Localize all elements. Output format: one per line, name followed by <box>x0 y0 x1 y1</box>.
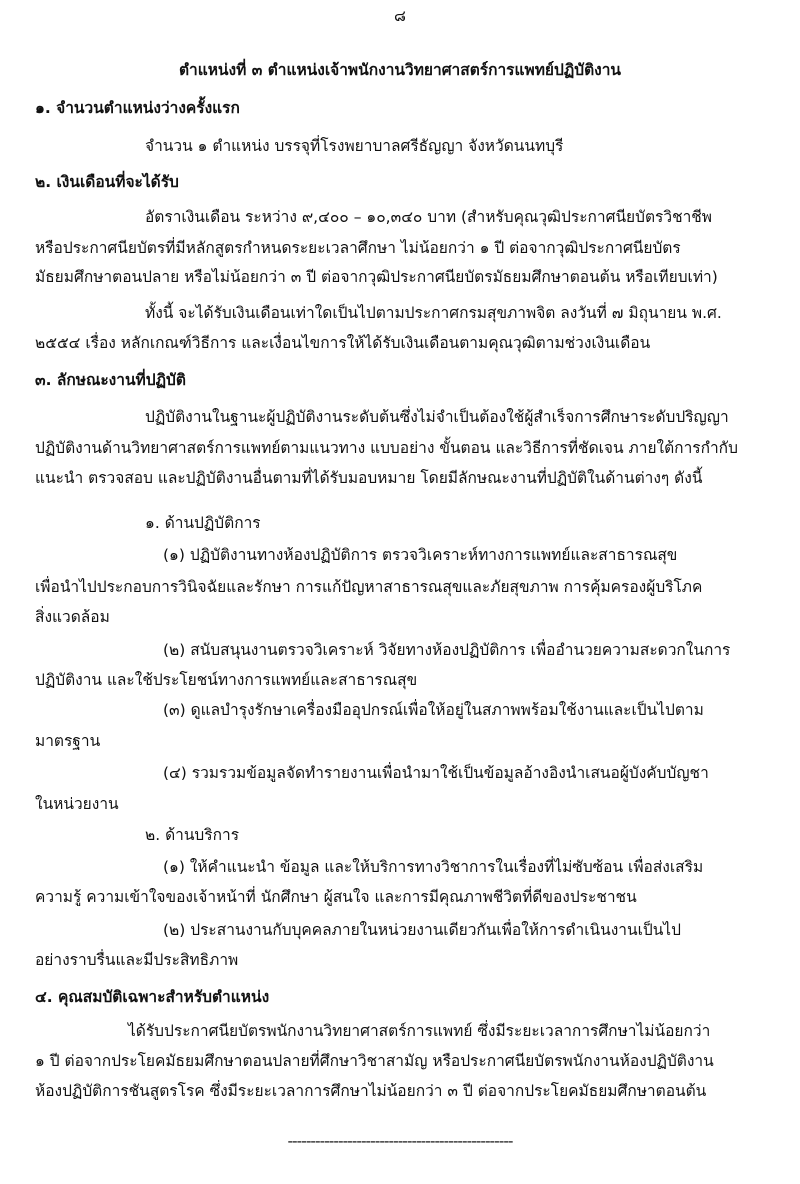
section-3-line-1: ปฏิบัติงานในฐานะผู้ปฏิบัติงานระดับต้นซึ่งไม่จำเป็นต้องใช้ผู้สำเร็จการศึกษาระดับปริญญา <box>145 408 729 426</box>
section-4-heading: ๔. คุณสมบัติเฉพาะสำหรับตำแหน่ง <box>35 988 270 1006</box>
operations-item-3-line-2: มาตรฐาน <box>35 732 101 750</box>
subsection-services-heading: ๒. ด้านบริการ <box>145 826 240 844</box>
services-item-1-line-2: ความรู้ ความเข้าใจของเจ้าหน้าที่ นักศึกษา ผู้สนใจ และการมีคุณภาพชีวิตที่ดีของประชาชน <box>35 888 637 906</box>
section-2-line-5: ๒๕๕๔ เรื่อง หลักเกณฑ์วิธีการ และเงื่อนไขการให้ได้รับเงินเดือนตามคุณวุฒิตามช่วงเงินเดือน <box>35 334 651 352</box>
footer-divider: ------------------------------------------------- <box>287 1132 513 1150</box>
services-item-2-line-2: อย่างราบรื่นและมีประสิทธิภาพ <box>35 951 239 969</box>
operations-item-3-line-1: (๓) ดูแลบำรุงรักษาเครื่องมืออุปกรณ์เพื่อให้อยู่ในสภาพพร้อมใช้งานและเป็นไปตาม <box>163 701 704 719</box>
section-2-line-4: ทั้งนี้ จะได้รับเงินเดือนเท่าใดเป็นไปตามประกาศกรมสุขภาพจิต ลงวันที่ ๗ มิถุนายน พ.ศ. <box>145 304 722 322</box>
section-2-line-1: อัตราเงินเดือน ระหว่าง ๙,๔๐๐ – ๑๐,๓๔๐ บาท (สำหรับคุณวุฒิประกาศนียบัตรวิชาชีพ <box>145 208 713 226</box>
section-4-line-2: ๑ ปี ต่อจากประโยคมัธยมศึกษาตอนปลายที่ศึกษาวิชาสามัญ หรือประกาศนียบัตรพนักงานห้องปฏิบัติงาน <box>35 1052 714 1070</box>
operations-item-2-line-2: ปฏิบัติงาน และใช้ประโยชน์ทางการแพทย์และสาธารณสุข <box>35 671 418 689</box>
operations-item-1-line-3: สิ่งแวดล้อม <box>35 608 110 626</box>
page-number: ๘ <box>394 7 406 25</box>
section-2-heading: ๒. เงินเดือนที่จะได้รับ <box>35 173 179 191</box>
section-4-line-1: ได้รับประกาศนียบัตรพนักงานวิทยาศาสตร์การแพทย์ ซึ่งมีระยะเวลาการศึกษาไม่น้อยกว่า <box>128 1022 711 1040</box>
section-2-line-2: หรือประกาศนียบัตรที่มีหลักสูตรกำหนดระยะเวลาศึกษา ไม่น้อยกว่า ๑ ปี ต่อจากวุฒิประกาศนียบัตร <box>35 239 681 257</box>
operations-item-1-line-1: (๑) ปฏิบัติงานทางห้องปฏิบัติการ ตรวจวิเคราะห์ทางการแพทย์และสาธารณสุข <box>163 546 678 564</box>
services-item-1-line-1: (๑) ให้คำแนะนำ ข้อมูล และให้บริการทางวิชาการในเรื่องที่ไม่ซับซ้อน เพื่อส่งเสริม <box>163 858 704 876</box>
operations-item-2-line-1: (๒) สนับสนุนงานตรวจวิเคราะห์ วิจัยทางห้องปฏิบัติการ เพื่ออำนวยความสะดวกในการ <box>163 641 731 659</box>
section-1-heading: ๑. จำนวนตำแหน่งว่างครั้งแรก <box>35 99 240 117</box>
page-title: ตำแหน่งที่ ๓ ตำแหน่งเจ้าพนักงานวิทยาศาสตร์การแพทย์ปฏิบัติงาน <box>178 61 622 79</box>
operations-item-1-line-2: เพื่อนำไปประกอบการวินิจฉัยและรักษา การแก้ปัญหาสาธารณสุขและภัยสุขภาพ การคุ้มครองผู้บริโภค <box>35 578 703 596</box>
section-4-line-3: ห้องปฏิบัติการชันสูตรโรค ซึ่งมีระยะเวลาการศึกษาไม่น้อยกว่า ๓ ปี ต่อจากประโยคมัธยมศึกษาตอนต้น <box>35 1082 707 1100</box>
operations-item-4-line-1: (๔) รวมรวมข้อมูลจัดทำรายงานเพื่อนำมาใช้เป็นข้อมูลอ้างอิงนำเสนอผู้บังคับบัญชา <box>163 764 709 782</box>
subsection-operations-heading: ๑. ด้านปฏิบัติการ <box>145 514 261 532</box>
section-3-heading: ๓. ลักษณะงานที่ปฏิบัติ <box>35 371 186 389</box>
section-3-line-2: ปฏิบัติงานด้านวิทยาศาสตร์การแพทย์ตามแนวทาง แบบอย่าง ขั้นตอน และวิธีการที่ชัดเจน ภายใต้การกำกับ <box>35 439 738 457</box>
operations-item-4-line-2: ในหน่วยงาน <box>35 795 119 813</box>
section-3-line-3: แนะนำ ตรวจสอบ และปฏิบัติงานอื่นตามที่ได้รับมอบหมาย โดยมีลักษณะงานที่ปฏิบัติในด้านต่างๆ ดังนี้ <box>35 469 703 487</box>
section-1-line-1: จำนวน ๑ ตำแหน่ง บรรจุที่โรงพยาบาลศรีธัญญา จังหวัดนนทบุรี <box>145 137 564 155</box>
services-item-2-line-1: (๒) ประสานงานกับบุคคลภายในหน่วยงานเดียวกันเพื่อให้การดำเนินงานเป็นไป <box>163 921 681 939</box>
section-2-line-3: มัธยมศึกษาตอนปลาย หรือไม่น้อยกว่า ๓ ปี ต่อจากวุฒิประกาศนียบัตรมัธยมศึกษาตอนต้น หรือเทียบเท่า) <box>35 268 718 286</box>
